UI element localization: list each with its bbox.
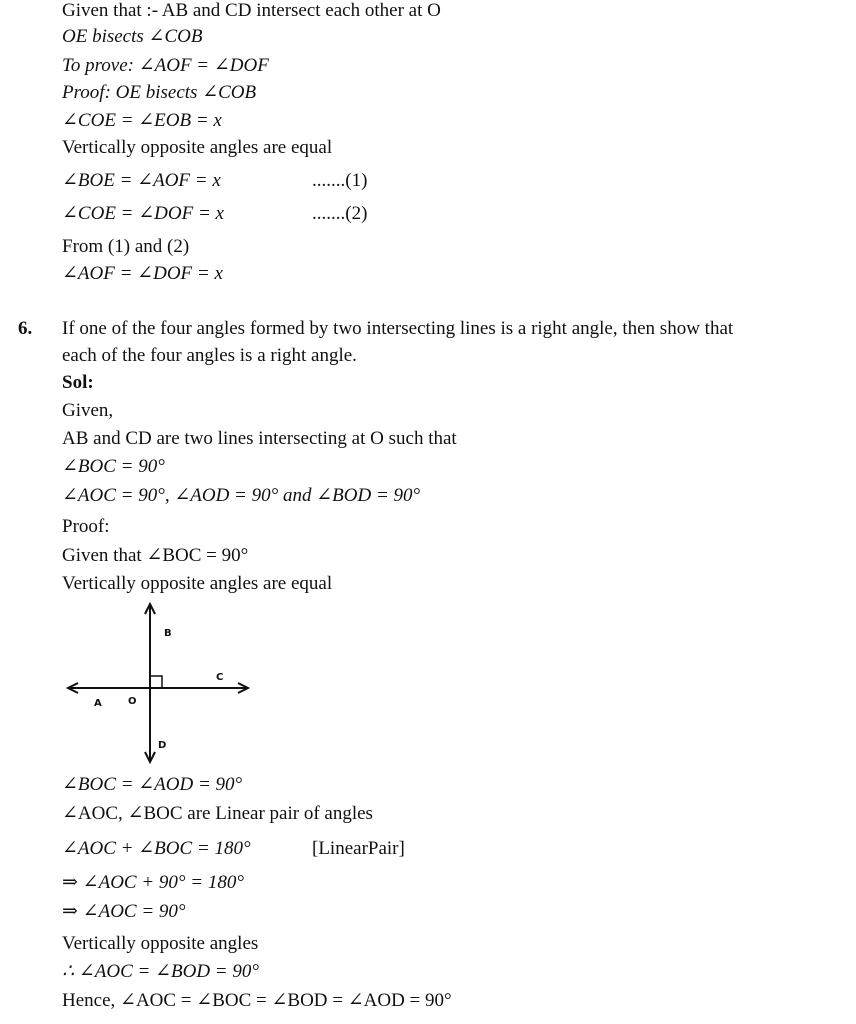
label-c: C [216, 672, 224, 683]
proof-line-2: Vertically opposite angles are equal [62, 573, 333, 594]
label-d: D [158, 740, 167, 751]
q5-bisect-line: OE bisects ∠COB [62, 26, 203, 47]
right-angle-mark [150, 676, 162, 688]
given-line-3: ∠AOC = 90°, ∠AOD = 90° and ∠BOD = 90° [62, 485, 421, 506]
final-conclusion: Hence, ∠AOC = ∠BOC = ∠BOD = ∠AOD = 90° [62, 990, 452, 1011]
q5-given-line: Given that :- AB and CD intersect each other at O [62, 0, 441, 21]
question-text-line-2: each of the four angles is a right angle. [62, 345, 357, 366]
label-o: O [128, 696, 137, 707]
label-b: B [164, 628, 172, 639]
label-a: A [94, 698, 102, 709]
step-1: ∠BOC = ∠AOD = 90° [62, 774, 243, 795]
given-line-1: AB and CD are two lines intersecting at O such that [62, 428, 457, 449]
q5-equation-3: ∠COE = ∠DOF = x [62, 203, 224, 224]
proof-heading: Proof: [62, 516, 110, 537]
step-3: ∠AOC + ∠BOC = 180° [62, 838, 251, 859]
step-5: ⇒ ∠AOC = 90° [62, 901, 186, 922]
q5-to-prove: To prove: ∠AOF = ∠DOF [62, 55, 269, 76]
step-6: Vertically opposite angles [62, 933, 259, 954]
solution-heading: Sol: [62, 372, 94, 393]
q5-ref-2: .......(2) [312, 203, 368, 224]
q5-proof-line: Proof: OE bisects ∠COB [62, 82, 257, 103]
given-line-2: ∠BOC = 90° [62, 456, 165, 477]
question-text-line-1: If one of the four angles formed by two intersecting lines is a right angle, then show that [62, 318, 734, 339]
intersecting-lines-diagram [66, 600, 256, 770]
q5-statement: Vertically opposite angles are equal [62, 137, 333, 158]
step-7: ∴ ∠AOC = ∠BOD = 90° [62, 961, 259, 982]
q5-equation-1: ∠COE = ∠EOB = x [62, 110, 222, 131]
q5-equation-2: ∠BOE = ∠AOF = x [62, 170, 221, 191]
q5-from-line: From (1) and (2) [62, 236, 190, 257]
linear-pair-reference: [LinearPair] [312, 838, 405, 859]
q5-ref-1: .......(1) [312, 170, 368, 191]
step-4: ⇒ ∠AOC + 90° = 180° [62, 872, 244, 893]
proof-line-1: Given that ∠BOC = 90° [62, 545, 249, 566]
question-number: 6. [18, 318, 33, 339]
q5-conclusion: ∠AOF = ∠DOF = x [62, 263, 223, 284]
given-heading: Given, [62, 400, 114, 421]
step-2: ∠AOC, ∠BOC are Linear pair of angles [62, 803, 373, 824]
